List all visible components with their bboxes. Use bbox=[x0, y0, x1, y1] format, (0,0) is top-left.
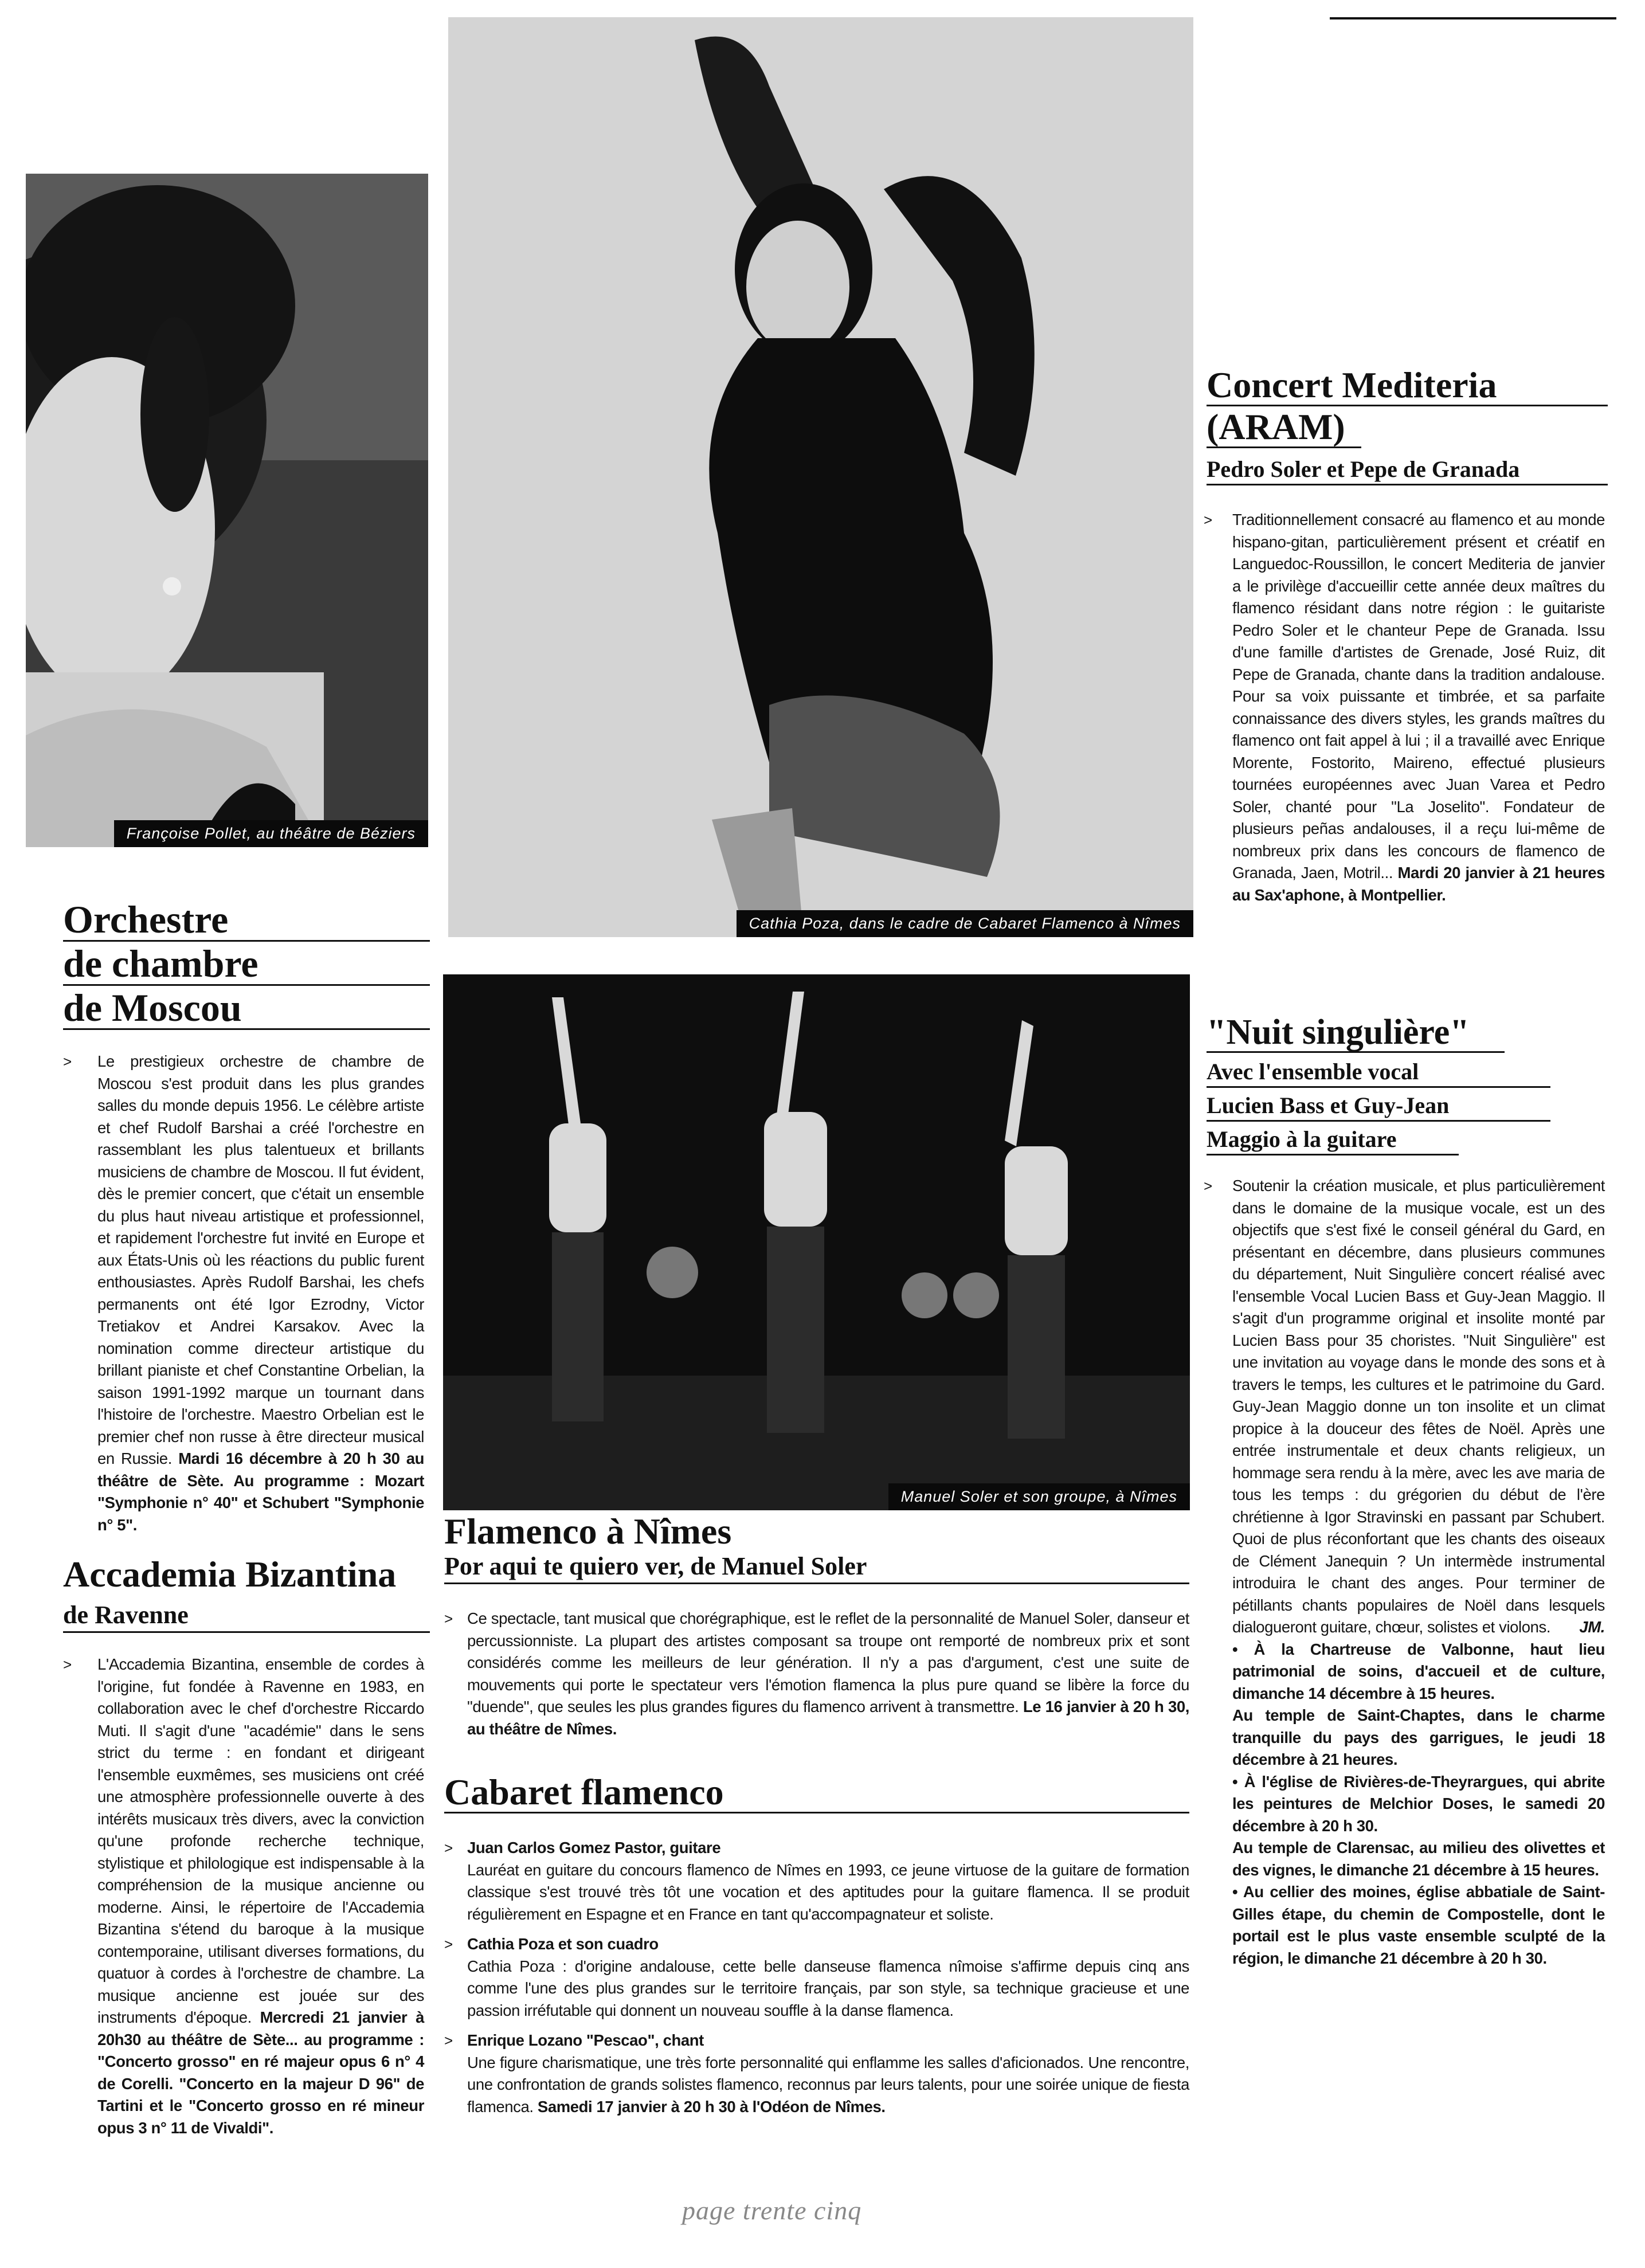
accademia-body bbox=[63, 1654, 425, 2139]
entry-text: Cathia Poza : d'origine andalouse, cette belle danseuse flamenca nîmoise s'affirme depuis cinq ans comme l'une des plus grandes sur le territoire français, par son style, sa technique gracieuse et une passion irréfutable qui donnent un nouveau souffle à la danse flamenca. bbox=[467, 1957, 1189, 2019]
moscou-body bbox=[63, 1051, 425, 1536]
flamenco-body bbox=[444, 1608, 1189, 1740]
mediteria-title-line-1: Concert Mediteria bbox=[1207, 367, 1608, 406]
entry-title: Juan Carlos Gomez Pastor, guitare bbox=[467, 1839, 721, 1856]
section-marker: > bbox=[444, 1936, 453, 1953]
section-mediteria bbox=[1207, 367, 1608, 485]
nuit-subtitle-line-1: Avec l'ensemble vocal bbox=[1207, 1059, 1550, 1088]
list-item bbox=[444, 2030, 1189, 2118]
accademia-title: Accademia Bizantina bbox=[63, 1554, 397, 1595]
photo-cathia-poza bbox=[448, 17, 1193, 937]
section-marker: > bbox=[63, 1053, 72, 1070]
cabaret-title: Cabaret flamenco bbox=[444, 1774, 1189, 1813]
nuit-text: Soutenir la création musicale, et plus particulièrement dans le domaine de la musique vocale, est un des objectifs que s'est fixé le conseil général du Gard, en présentant en décembre, dans plusieurs communes du département, Nuit Singulière concert réalisé avec l'ensemble Vocal Lucien Bass et Guy-Jean Maggio. Il s'agit d'un programme original et insolite monté par Lucien Bass pour 35 choristes. "Nuit Singulière" est une invitation au voyage dans le monde des sons et à travers le temps, les cultures et le patrimoine du Gard. Guy-Jean Maggio donne un ton insolite et un climat propice à la douceur des fêtes de Noël. Après une entrée instrumentale et deux chants religieux, un hommage sera rendu à la mère, avec les ave maria de tous les temps : du grégorien du début de l'ère chrétienne à Igor Stravinski en passant par Schubert. Quoi de plus réconfortant que les chants des oiseaux de Clément Janequin ? Un intermède instrumental introduira le chant des anges. Pour terminer de pétillants chants populaires de Noël dans lesquels dialogueront guitare, chœur, solistes et violons. bbox=[1232, 1177, 1605, 1636]
mediteria-text: Traditionnellement consacré au flamenco et au monde hispano-gitan, particulièrement présent et créatif en Languedoc-Roussillon, le concert Mediteria de janvier a le privilège d'accueillir cette année deux maîtres du flamenco résidant dans notre région : le guitariste Pedro Soler et le chanteur Pepe de Granada. Issu d'une famille d'artistes de Grenade, José Ruiz, dit Pepe de Granada, chante dans la tradition andalouse. Pour sa voix puissante et timbrée, et sa parfaite connaissance des divers styles, les grands maîtres du flamenco ont fait appel à lui ; il a travaillé avec Enrique Morente, Fostorito, Maireno, effectué plusieurs tournées européennes avec Juan Varea et Pedro Soler, chanté pour "La Joselito". Fondateur de plusieurs peñas andalouses, il a reçu lui-même de nombreux prix dans les concours de flamenco de Granada, Jaen, Motril... bbox=[1232, 511, 1605, 882]
nuit-subtitle-line-2: Lucien Bass et Guy-Jean bbox=[1207, 1092, 1550, 1122]
section-marker: > bbox=[1204, 511, 1212, 528]
moscou-text: Le prestigieux orchestre de chambre de Moscou s'est produit dans les plus grandes salles du monde depuis 1956. Le célèbre artiste et chef Rudolf Barshai a créé l'orchestre en rassemblant les plus talentueux et brillants musiciens de chambre de Moscou. Il fut évident, dès le premier concert, que c'était un ensemble du plus haut niveau artistique et professionnel, et rapidement l'orchestre fut invité en Europe et aux États-Unis où les réactions du public furent enthousiastes. Après Rudolf Barshai, les chefs permanents ont été Igor Ezrodny, Victor Tretiakov et Andrei Karsakov. Avec la nomination comme directeur artistique du brillant pianiste et chef Constantine Orbelian, la saison 1991-1992 marque un tournant dans l'histoire de l'orchestre. Maestro Orbelian est le premier chef non russe à être directeur musical en Russie. bbox=[97, 1052, 424, 1467]
flamenco-text: Ce spectacle, tant musical que chorégraphique, est le reflet de la personnalité de Manuel Soler, danseur et percussionniste. La plupart des artistes composant sa troupe ont remporté de nombreux prix et sont considérés comme les meilleurs de leur génération. Il n'y a pas d'argument, c'est une suite de mouvements qui porte le spectateur vers l'émotion flamenca la plus pure quand se libère la force du "duende", que seules les plus grandes figures du flamenco arrivent à transmettre. bbox=[467, 1609, 1189, 1715]
list-item: Au temple de Saint-Chaptes, dans le charme tranquille du pays des garrigues, le jeudi 18 décembre à 21 heures. bbox=[1232, 1706, 1605, 1768]
section-marker: > bbox=[444, 1839, 453, 1856]
photo-caption: Manuel Soler et son groupe, à Nîmes bbox=[888, 1483, 1190, 1510]
list-item: • À la Chartreuse de Valbonne, haut lieu patrimonial de soins, d'accueil et de culture, dimanche 14 décembre à 15 heures. bbox=[1232, 1640, 1605, 1702]
nuit-title: "Nuit singulière" bbox=[1207, 1014, 1505, 1053]
section-cabaret bbox=[444, 1774, 1189, 1813]
portrait-photo-icon bbox=[26, 174, 428, 847]
mediteria-date: Mardi 20 janvier à 21 heures au Sax'aphone, à Montpellier. bbox=[1232, 864, 1605, 904]
entry-title: Enrique Lozano "Pescao", chant bbox=[467, 2031, 704, 2049]
section-nuit bbox=[1207, 1014, 1608, 1155]
accademia-subtitle: de Ravenne bbox=[63, 1601, 430, 1633]
accademia-text: L'Accademia Bizantina, ensemble de cordes à l'origine, fut fondée à Ravenne en 1983, en collaboration avec le chef d'orchestre Riccardo Muti. Il s'agit d'une "académie" dans le sens strict du terme : en fondant et dirigeant l'ensemble euxmêmes, ses musiciens ont créé une atmosphère professionnelle ouverte à des intérêts musicaux très divers, avec la conviction qu'une profonde recherche technique, stylistique et philologique est indispensable à la compréhension de la musique ancienne ou moderne. Ainsi, le répertoire de l'Accademia Bizantina s'étend du baroque à la musique contemporaine, utilisant diverses formations, du quatuor à cordes à l'orchestre de chambre. La musique ancienne est jouée sur des instruments d'époque. bbox=[97, 1655, 424, 2026]
photo-caption: Françoise Pollet, au théâtre de Béziers bbox=[114, 820, 428, 847]
cabaret-list bbox=[444, 1837, 1189, 2118]
flamenco-title: Flamenco à Nîmes bbox=[444, 1511, 732, 1552]
group-photo-icon bbox=[443, 974, 1190, 1510]
accademia-date: Mercredi 21 janvier à 20h30 au théâtre de Sète... au programme : "Concerto grosso" en ré majeur opus 6 n° 4 de Corelli. "Concerto en la majeur D 96" de Tartini et le "Concerto grosso en ré mineur opus 3 n° 11 de Vivaldi". bbox=[97, 2008, 425, 2137]
nuit-subtitle-line-3: Maggio à la guitare bbox=[1207, 1126, 1459, 1155]
section-marker: > bbox=[444, 2032, 453, 2049]
section-marker: > bbox=[1204, 1177, 1212, 1194]
moscou-title-line-2: de chambre bbox=[63, 944, 430, 986]
flamenco-subtitle: Por aqui te quiero ver, de Manuel Soler bbox=[444, 1552, 1189, 1584]
mediteria-subtitle: Pedro Soler et Pepe de Granada bbox=[1207, 456, 1608, 485]
list-item: • À l'église de Rivières-de-Theyrargues, qui abrite les peintures de Melchior Doses, le samedi 20 décembre à 20 h 30. bbox=[1232, 1772, 1605, 1835]
mediteria-body bbox=[1204, 509, 1605, 906]
nuit-signature: JM. bbox=[1579, 1618, 1605, 1636]
mediteria-title-line-2: (ARAM) bbox=[1207, 409, 1361, 448]
section-moscou bbox=[63, 900, 430, 1030]
photo-francoise-pollet bbox=[26, 174, 428, 847]
top-rule bbox=[1330, 17, 1616, 19]
list-item: • Au cellier des moines, église abbatiale de Saint-Gilles étape, du chemin de Compostelle, dont le portail est le plus vaste ensemble sculpté de la région, le dimanche 21 décembre à 20 h 30. bbox=[1232, 1883, 1605, 1967]
entry-title: Cathia Poza et son cuadro bbox=[467, 1935, 659, 1953]
nuit-body bbox=[1204, 1175, 1605, 1969]
dancer-photo-icon bbox=[448, 17, 1193, 937]
entry-date: Samedi 17 janvier à 20 h 30 à l'Odéon de Nîmes. bbox=[537, 2097, 886, 2116]
list-item: Au temple de Clarensac, au milieu des olivettes et des vignes, le dimanche 21 décembre à 15 heures. bbox=[1232, 1839, 1605, 1879]
section-marker: > bbox=[63, 1656, 72, 1673]
list-item bbox=[444, 1837, 1189, 1925]
flamenco-date: Le 16 janvier à 20 h 30, au théâtre de Nîmes. bbox=[467, 1698, 1189, 1738]
moscou-title-line-1: Orchestre bbox=[63, 900, 430, 942]
moscou-title-line-3: de Moscou bbox=[63, 988, 430, 1030]
photo-caption: Cathia Poza, dans le cadre de Cabaret Flamenco à Nîmes bbox=[737, 910, 1193, 937]
section-marker: > bbox=[444, 1610, 453, 1627]
moscou-date: Mardi 16 décembre à 20 h 30 au théâtre de Sète. Au programme : Mozart "Symphonie n° 40" et Schubert "Symphonie n° 5". bbox=[97, 1450, 425, 1534]
entry-text: Une figure charismatique, une très forte personnalité qui enflamme les salles d'aficionados. Une rencontre, une confrontation de grands solistes flamenco, reconnus par leurs talents, pour une soirée unique de fiesta flamenca. bbox=[467, 2053, 1189, 2116]
entry-text: Lauréat en guitare du concours flamenco de Nîmes en 1993, ce jeune virtuose de la guitare de formation classique s'est trouvé très tôt une vocation et des aptitudes pour la guitare flamenca. Il se produit régulièrement en Espagne et en France en tant qu'accompagnateur et soliste. bbox=[467, 1860, 1189, 1923]
photo-manuel-soler bbox=[443, 974, 1190, 1510]
section-flamenco bbox=[444, 1513, 1189, 1584]
page-number: page trente cinq bbox=[682, 2196, 862, 2225]
list-item bbox=[444, 1933, 1189, 2022]
section-accademia bbox=[63, 1556, 430, 1633]
